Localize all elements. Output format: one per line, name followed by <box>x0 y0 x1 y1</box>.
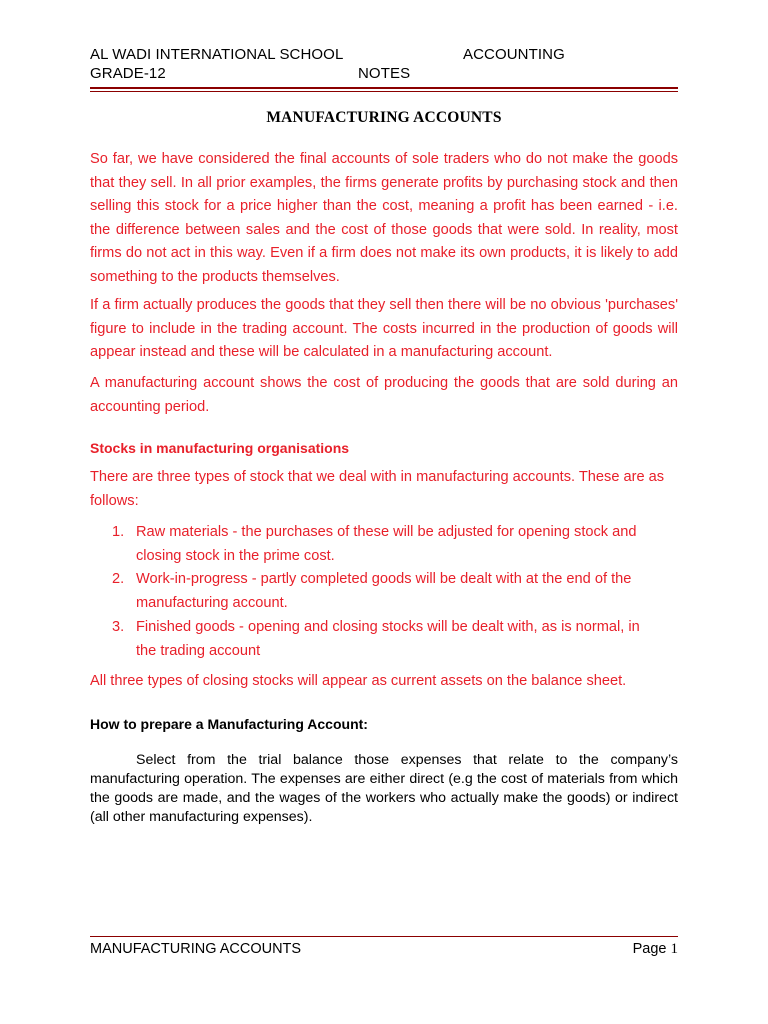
page-title: MANUFACTURING ACCOUNTS <box>266 109 502 126</box>
list-number: 2. <box>112 571 125 587</box>
subject-label: ACCOUNTING <box>463 46 565 63</box>
prepare-heading: How to prepare a Manufacturing Account: <box>90 716 368 732</box>
grade-label: GRADE-12 <box>90 65 166 82</box>
list-text: Finished goods - opening and closing stocks will be dealt with, as is normal, in <box>136 619 640 635</box>
list-item <box>112 521 672 568</box>
list-text-cont: the trading account <box>136 642 261 659</box>
prepare-body-text: Select from the trial balance those expenses that relate to the company’s manufacturing operation. The expenses are either direct (e.g the cost of materials from which the goods are made, and the wages of the workers who actually make the goods) or indirect (all other manufacturing expenses). <box>90 752 678 825</box>
page-indicator <box>633 941 678 958</box>
page-label: Page <box>632 941 667 957</box>
list-item <box>112 616 672 663</box>
intro-paragraph-2: If a firm actually produces the goods that they sell then there will be no obvious 'purchases' figure to include in the trading account. The costs incurred in the production of goods will appear instead and these will be calculated in a manufacturing account. <box>90 297 678 360</box>
page-number: 1 <box>670 941 678 957</box>
prepare-body <box>90 751 678 827</box>
list-text: Work-in-progress - partly completed goods will be dealt with at the end of the <box>136 571 632 587</box>
list-text-cont: closing stock in the prime cost. <box>136 547 335 564</box>
intro-paragraph-3: A manufacturing account shows the cost of producing the goods that are sold during an accounting period. <box>90 375 678 415</box>
intro-paragraph-1: So far, we have considered the final accounts of sole traders who do not make the goods that they sell. In all prior examples, the firms generate profits by purchasing stock and then selling this stock for a price higher than the cost, meaning a profit has been earned - i.e. the difference between sales and the cost of those goods that were sold. In reality, most firms do not act in this way. Even if a firm does not make its own products, it is likely to add something to the products themselves. <box>90 151 678 285</box>
list-text-cont: manufacturing account. <box>136 594 288 611</box>
list-number: 3. <box>112 619 125 635</box>
stocks-intro: There are three types of stock that we deal with in manufacturing accounts. These are as follows: <box>90 469 665 509</box>
header-rule <box>90 87 678 89</box>
footer-title: MANUFACTURING ACCOUNTS <box>90 941 302 957</box>
stocks-heading: Stocks in manufacturing organisations <box>90 440 350 456</box>
stocks-closing: All three types of closing stocks will appear as current assets on the balance sheet. <box>90 673 627 689</box>
list-number: 1. <box>112 524 125 540</box>
header-rule-thin <box>90 91 678 92</box>
doc-type-label: NOTES <box>358 65 411 82</box>
school-name: AL WADI INTERNATIONAL SCHOOL <box>90 46 344 63</box>
list-text: Raw materials - the purchases of these will be adjusted for opening stock and <box>136 524 637 540</box>
footer-rule <box>90 936 678 937</box>
list-item <box>112 568 672 615</box>
